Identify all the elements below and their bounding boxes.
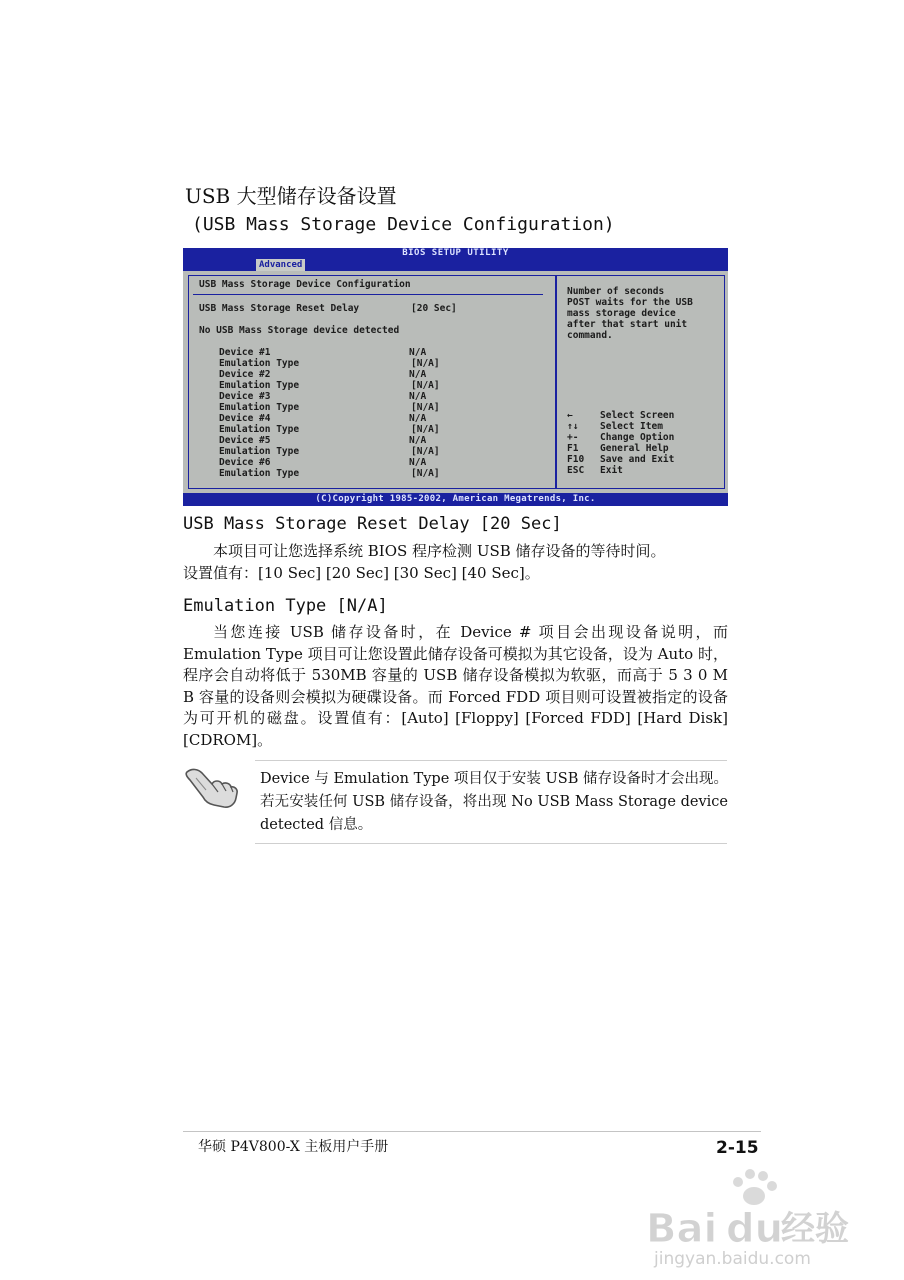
bios-key-name: ↑↓ — [567, 421, 579, 432]
bios-device-value: N/A — [409, 457, 427, 468]
section-reset-delay-title: USB Mass Storage Reset Delay [20 Sec] — [183, 514, 562, 534]
bios-device-label: Device #4 — [219, 413, 271, 424]
section-emulation-text: 当您连接 USB 储存设备时，在 Device # 项目会出现设备说明，而 Emulation Type 项目可让您设置此储存设备可模拟为其它设备，设为 Auto 时，程序会自动将低于 530MB 容量的 USB 储存设备模拟为软驱，而高于 5 3 0 M B 容量的设备则会模拟为硬碟设备。而 Forced FDD 项目则可设置被指定的设备为可开机的磁盘。设置值有：[Auto] [Floppy] [Forced FDD] [Hard Disk] [CDROM]。 — [183, 623, 728, 749]
bios-device-value: N/A — [409, 435, 427, 446]
bios-device-value: N/A — [409, 391, 427, 402]
bios-title-bar — [183, 248, 728, 271]
bios-emulation-value[interactable]: [N/A] — [411, 358, 440, 369]
bios-section-divider — [193, 294, 543, 295]
bios-emulation-value[interactable]: [N/A] — [411, 424, 440, 435]
baidu-watermark-logo — [646, 1160, 866, 1270]
bios-key-name: ESC — [567, 465, 585, 476]
bios-screenshot — [183, 248, 728, 506]
bios-key-description: Exit — [600, 465, 623, 476]
bios-emulation-value[interactable]: [N/A] — [411, 446, 440, 457]
bios-device-label: Device #3 — [219, 391, 271, 402]
section-emulation-body — [183, 622, 728, 751]
svg-text:du: du — [726, 1206, 784, 1252]
bios-device-value: N/A — [409, 413, 427, 424]
bios-device-label: Device #5 — [219, 435, 271, 446]
bios-emulation-label[interactable]: Emulation Type — [219, 468, 300, 479]
bios-device-label: Device #1 — [219, 347, 271, 358]
page-number: 2-15 — [716, 1138, 759, 1158]
bios-emulation-label[interactable]: Emulation Type — [219, 402, 300, 413]
bios-emulation-label[interactable]: Emulation Type — [219, 358, 300, 369]
bios-key-description: General Help — [600, 443, 669, 454]
bios-help-line: mass storage device — [567, 308, 676, 319]
bios-tab-advanced[interactable]: Advanced — [256, 259, 305, 271]
bios-device-value: N/A — [409, 369, 427, 380]
bios-title: BIOS SETUP UTILITY — [402, 248, 509, 258]
bios-key-description: Save and Exit — [600, 454, 675, 465]
bios-key-description: Select Screen — [600, 410, 675, 421]
bios-status-text: No USB Mass Storage device detected — [199, 325, 400, 336]
bios-reset-delay-value[interactable]: [20 Sec] — [411, 303, 457, 314]
svg-text:经验: 经验 — [781, 1209, 849, 1249]
section-emulation-title: Emulation Type [N/A] — [183, 596, 388, 616]
bios-key-description: Select Item — [600, 421, 663, 432]
svg-text:Bai: Bai — [646, 1206, 718, 1252]
section-reset-delay-body — [183, 541, 728, 584]
bios-emulation-value[interactable]: [N/A] — [411, 402, 440, 413]
bios-key-name: ← — [567, 410, 573, 421]
bios-emulation-label[interactable]: Emulation Type — [219, 380, 300, 391]
bios-reset-delay-label[interactable]: USB Mass Storage Reset Delay — [199, 303, 360, 314]
bios-key-name: F10 — [567, 454, 585, 465]
note-top-rule — [255, 760, 727, 761]
svg-text:jingyan.baidu.com: jingyan.baidu.com — [654, 1249, 811, 1269]
bios-emulation-value[interactable]: [N/A] — [411, 468, 440, 479]
section-reset-delay-text: 本项目可让您选择系统 BIOS 程序检测 USB 储存设备的等待时间。 — [213, 542, 666, 560]
heading-chinese: USB 大型储存设备设置 — [185, 184, 397, 208]
bios-device-label: Device #6 — [219, 457, 271, 468]
footer-manual-title: 华硕 P4V800-X 主板用户手册 — [198, 1139, 389, 1155]
bios-key-description: Change Option — [600, 432, 675, 443]
bios-key-name: F1 — [567, 443, 579, 454]
bios-emulation-value[interactable]: [N/A] — [411, 380, 440, 391]
note-text: Device 与 Emulation Type 项目仅于安装 USB 储存设备时才会出现。若无安装任何 USB 储存设备，将出现 No USB Mass Storage device detected 信息。 — [260, 771, 728, 833]
bios-device-value: N/A — [409, 347, 427, 358]
heading-english: (USB Mass Storage Device Configuration) — [192, 214, 615, 235]
bios-help-line: POST waits for the USB — [567, 297, 693, 308]
bios-device-label: Device #2 — [219, 369, 271, 380]
bios-emulation-label[interactable]: Emulation Type — [219, 446, 300, 457]
note-bottom-rule — [255, 843, 727, 844]
bios-help-line: after that start unit — [567, 319, 688, 330]
bios-help-line: command. — [567, 330, 613, 341]
bios-copyright-bar: (C)Copyright 1985-2002, American Megatrends, Inc. — [183, 493, 728, 506]
bios-key-name: +- — [567, 432, 579, 443]
hand-pointing-icon — [184, 764, 240, 810]
footer-rule — [183, 1131, 761, 1132]
bios-help-line: Number of seconds — [567, 286, 665, 297]
bios-section-title: USB Mass Storage Device Configuration — [199, 279, 411, 290]
section-reset-delay-options: 设置值有：[10 Sec] [20 Sec] [30 Sec] [40 Sec]。 — [183, 563, 540, 582]
bios-emulation-label[interactable]: Emulation Type — [219, 424, 300, 435]
